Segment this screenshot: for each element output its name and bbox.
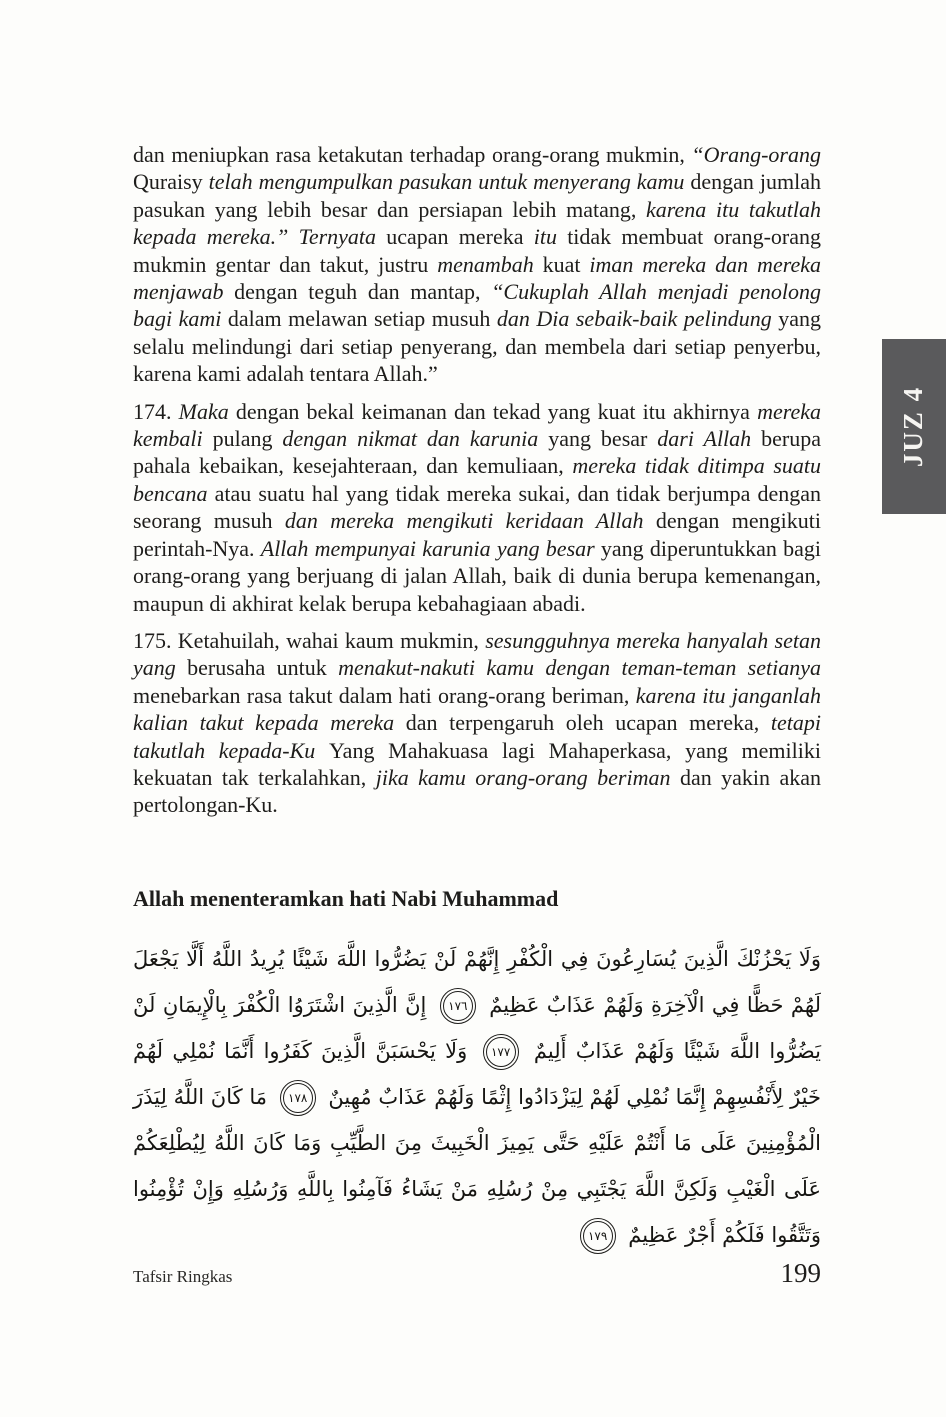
section bbox=[133, 886, 821, 1258]
text-segment: tidak membuat orang-orang mukmin gentar dan takut, justru bbox=[133, 224, 821, 277]
text-segment: dan Dia sebaik-baik pelindung bbox=[496, 306, 779, 332]
section-heading: Allah menenteramkan hati Nabi Muhammad bbox=[133, 886, 559, 911]
text-segment: dengan bekal keimanan dan tekad yang kuat itu akhirnya bbox=[235, 398, 758, 424]
text-segment: dengan nikmat dan karunia bbox=[282, 426, 549, 452]
text-segment: ucapan mereka bbox=[386, 224, 534, 250]
text-segment: Maka bbox=[178, 398, 236, 424]
book-title: Tafsir Ringkas bbox=[133, 1267, 233, 1286]
text-segment: mereka kembali bbox=[133, 398, 821, 452]
text-segment: Allah mempunyai karunia yang besar bbox=[260, 535, 601, 561]
juz-tab-label: JUZ 4 bbox=[898, 385, 929, 468]
text-segment: “Cukuplah Allah menjadi penolong bagi kami bbox=[133, 279, 821, 332]
text-segment: berusaha untuk bbox=[187, 655, 339, 681]
ayah-number-badge: ١٧٧ bbox=[486, 1037, 516, 1067]
text-segment: “Orang-orang bbox=[691, 142, 821, 167]
text-segment: berupa pahala kebaikan, kesejahteraan, dan kemuliaan, bbox=[133, 426, 821, 479]
text-segment: iman mereka dan mereka menjawab bbox=[133, 251, 821, 305]
text-segment: tetapi takutlah kepada-Ku bbox=[133, 710, 822, 763]
text-segment: dan terpengaruh oleh ucapan mereka, bbox=[405, 710, 771, 736]
text-segment: dan meniupkan rasa ketakutan terhadap orang-orang mukmin, bbox=[133, 142, 692, 167]
paragraph bbox=[133, 141, 821, 388]
ayah-number-badge: ١٧٦ bbox=[443, 991, 473, 1021]
text-segment: dengan jumlah pasukan yang lebih besar dan persiapan lebih matang, bbox=[133, 169, 821, 222]
text-segment: menebarkan rasa takut dalam hati orang-orang beriman, bbox=[133, 682, 636, 708]
text-segment: Quraisy bbox=[133, 169, 209, 195]
text-segment: pulang bbox=[212, 426, 283, 452]
text-segment: dengan teguh dan mantap, bbox=[234, 279, 492, 305]
text-segment: telah mengumpulkan pasukan untuk menyerang kamu bbox=[208, 169, 691, 195]
text-segment: menambah bbox=[437, 251, 543, 277]
text-segment: dari Allah bbox=[657, 426, 762, 452]
text-segment: Yang Mahakuasa lagi Mahaperkasa, yang memiliki kekuatan tak terkalahkan, bbox=[133, 737, 821, 790]
body-paragraphs bbox=[133, 141, 821, 829]
text-segment: yang diperuntukkan bagi orang-orang yang berjuang di jalan Allah, baik di dunia berupa kemenangan, maupun di akhirat kelak berupa kebahagiaan abadi. bbox=[133, 535, 821, 616]
text-segment: kuat bbox=[542, 251, 590, 277]
arabic-text: وَلَا يَحْسَبَنَّ الَّذِينَ كَفَرُوا أَنَّمَا نُمْلِي لَهُمْ خَيْرٌ لِأَنْفُسِهِمْ إِنَّمَا نُمْلِي لَهُمْ لِيَزْدَادُوا إِثْمًا وَلَهُمْ عَذَابٌ مُهِينٌ bbox=[133, 1039, 821, 1109]
text-segment: dan mereka mengikuti keridaan Allah bbox=[284, 508, 656, 534]
juz-tab bbox=[882, 339, 946, 514]
paragraph bbox=[133, 398, 821, 617]
text-segment: mereka tidak ditimpa suatu bencana bbox=[133, 453, 821, 506]
text-segment: jika kamu orang-orang beriman bbox=[375, 764, 680, 790]
arabic-text: وَلَا يَحْزُنْكَ الَّذِينَ يُسَارِعُونَ فِي الْكُفْرِ إِنَّهُمْ لَنْ يَضُرُّوا اللَّهَ شَيْئًا يُرِيدُ اللَّهُ أَلَّا يَجْعَلَ لَهُمْ حَظًّا فِي الْآخِرَةِ وَلَهُمْ عَذَابٌ عَظِيمٌ bbox=[133, 947, 821, 1017]
text-segment: sesungguhnya mereka hanyalah setan yang bbox=[133, 627, 821, 681]
text-segment: dalam melawan setiap musuh bbox=[227, 306, 497, 332]
ayah-number-badge: ١٧٨ bbox=[283, 1083, 313, 1113]
text-segment: atau suatu hal yang tidak mereka sukai, dan tidak berjumpa dengan seorang musuh bbox=[133, 480, 822, 534]
text-segment: karena itu takutlah kepada mereka.” Ternyata bbox=[133, 196, 821, 250]
page-number: 199 bbox=[780, 1258, 821, 1288]
text-segment: 175. Ketahuilah, wahai kaum mukmin, bbox=[133, 627, 486, 653]
text-segment: karena itu janganlah kalian takut kepada mereka bbox=[133, 682, 821, 736]
page-footer bbox=[133, 1258, 821, 1289]
arabic-text: مَا كَانَ اللَّهُ لِيَذَرَ الْمُؤْمِنِينَ عَلَى مَا أَنْتُمْ عَلَيْهِ حَتَّى يَمِيزَ الْخَبِيثَ مِنَ الطَّيِّبِ وَمَا كَانَ اللَّهُ لِيُطْلِعَكُمْ عَلَى الْغَيْبِ وَلَكِنَّ اللَّهَ يَجْتَبِي مِنْ رُسُلِهِ مَنْ يَشَاءُ فَآمِنُوا بِاللَّهِ وَرُسُلِهِ وَإِنْ تُؤْمِنُوا وَتَتَّقُوا فَلَكُمْ أَجْرٌ عَظِيمٌ bbox=[133, 1085, 821, 1247]
arabic-text: إِنَّ الَّذِينَ اشْتَرَوُا الْكُفْرَ بِالْإِيمَانِ لَنْ يَضُرُّوا اللَّهَ شَيْئًا وَلَهُمْ عَذَابٌ أَلِيمٌ bbox=[133, 993, 821, 1063]
ayah-number-badge: ١٧٩ bbox=[583, 1221, 613, 1251]
arabic-block bbox=[133, 936, 821, 1258]
text-segment: yang besar bbox=[548, 426, 658, 452]
paragraph bbox=[133, 627, 821, 819]
text-segment: 174. bbox=[133, 398, 179, 424]
text-segment: dan yakin akan pertolongan-Ku. bbox=[133, 764, 821, 818]
text-segment: dengan mengikuti perintah-Nya. bbox=[133, 508, 821, 561]
text-segment: yang selalu melindungi dari setiap penyerang, dan membela dari setiap penyerbu, karena kami adalah tentara Allah.” bbox=[133, 306, 821, 387]
text-segment: menakut-nakuti kamu dengan teman-teman setianya bbox=[338, 655, 822, 681]
text-segment: itu bbox=[533, 224, 568, 250]
